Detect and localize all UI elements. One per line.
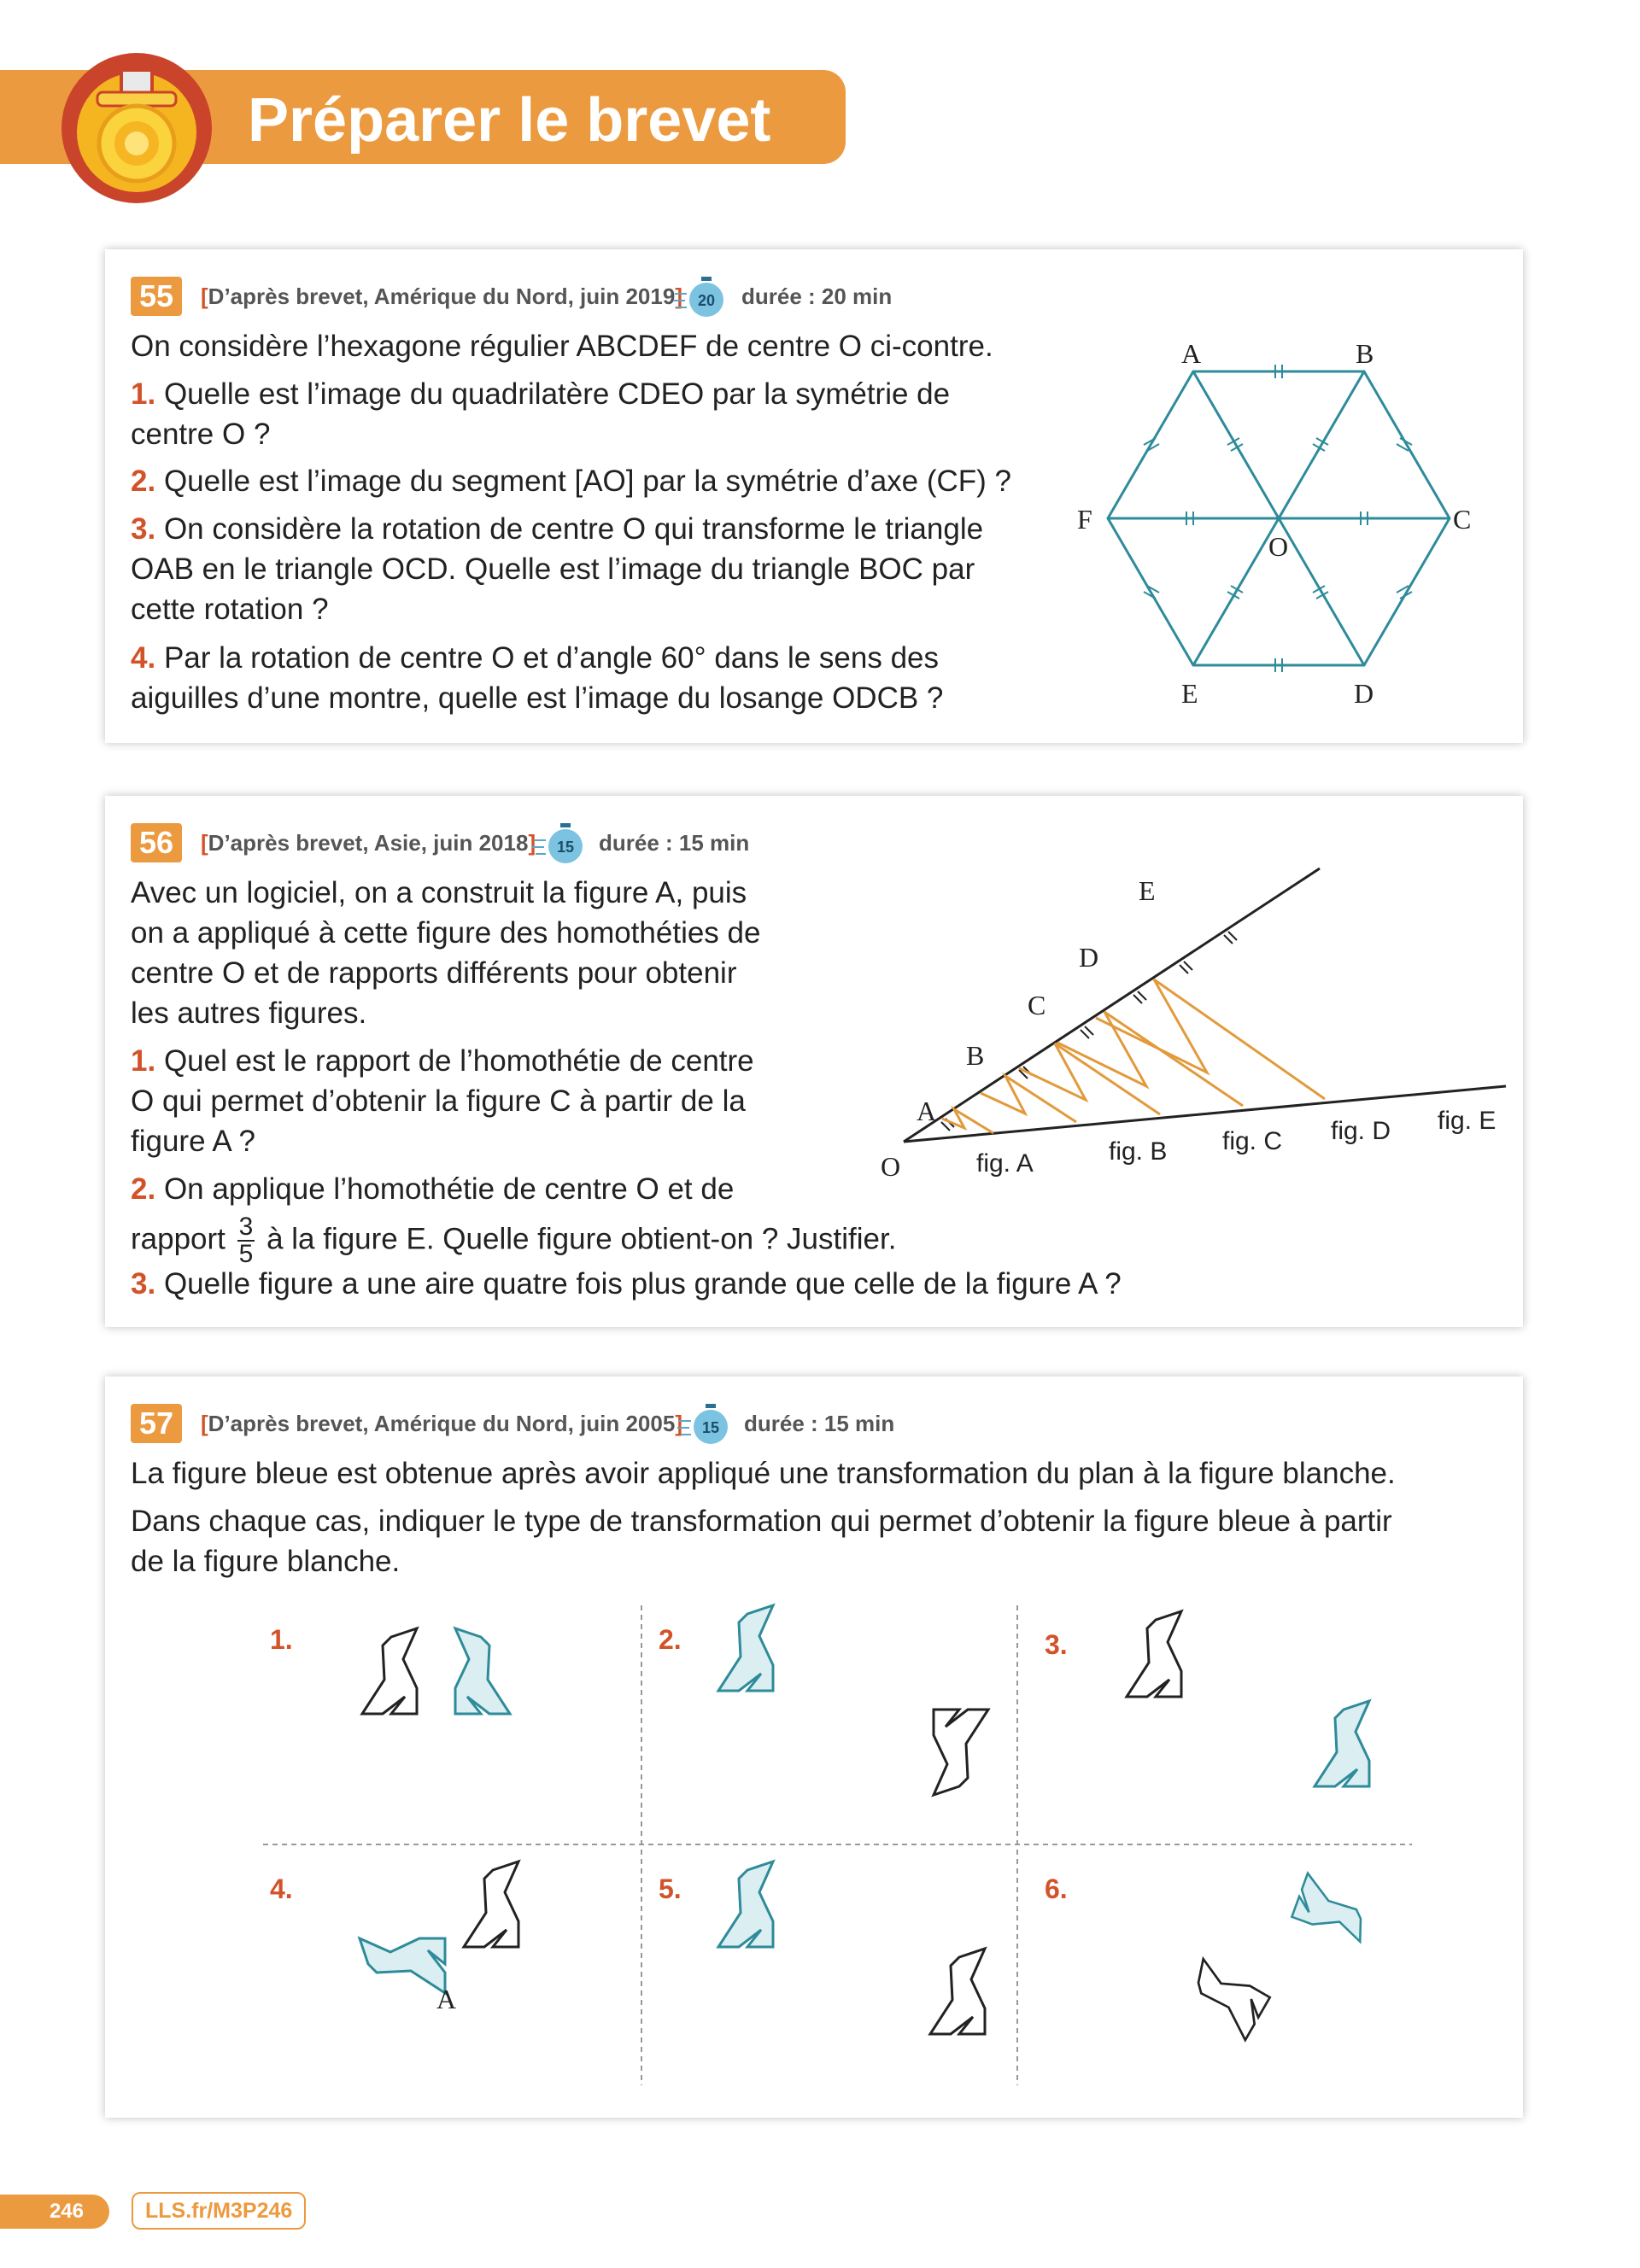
label-B: B <box>1356 338 1374 369</box>
question-3-cont: OAB en le triangle OCD. Quelle est l’image du triangle BOC par <box>131 552 975 586</box>
blue-figure-1 <box>455 1628 510 1714</box>
case-6-label: 6. <box>1045 1873 1068 1904</box>
question-1-cont2: figure A ? <box>131 1125 255 1158</box>
blue-figure-4 <box>360 1938 445 1993</box>
exercise-57-card <box>105 1377 1523 2118</box>
intro-line-4: les autres figures. <box>131 997 367 1030</box>
intro-line-3: centre O et de rapports différents pour obtenir <box>131 956 737 990</box>
page-title: Préparer le brevet <box>248 86 771 155</box>
exercise-duration: durée : 20 min <box>741 284 893 309</box>
intro-line-2: on a appliqué à cette figure des homothéties de <box>131 916 761 950</box>
question-1: 1. Quel est le rapport de l’homothétie de centre <box>131 1044 754 1078</box>
resource-link[interactable]: LLS.fr/M3P246 <box>132 2192 306 2230</box>
label-E: E <box>1181 678 1198 709</box>
point-O: O <box>881 1151 901 1182</box>
label-F: F <box>1077 504 1092 535</box>
label-D: D <box>1354 678 1374 709</box>
question-2: 2. Quelle est l’image du segment [AO] par la symétrie d’axe (CF) ? <box>131 465 1012 498</box>
case-1-label: 1. <box>270 1624 293 1655</box>
white-figure-5 <box>930 1949 985 2034</box>
medal-icon <box>60 51 214 205</box>
exercise-duration: durée : 15 min <box>599 830 750 856</box>
instruction-line-3: de la figure blanche. <box>131 1545 401 1578</box>
question-1-cont: O qui permet d’obtenir la figure C à partir de la <box>131 1084 746 1118</box>
question-3: 3. Quelle figure a une aire quatre fois plus grande que celle de la figure A ? <box>131 1267 1122 1301</box>
svg-text:15: 15 <box>556 839 575 856</box>
intro-text: On considère l’hexagone régulier ABCDEF de centre O ci-contre. <box>131 330 993 363</box>
exercise-56-card <box>105 796 1523 1327</box>
exercise-number: 56 <box>131 823 182 862</box>
exercise-number: 57 <box>131 1404 182 1443</box>
exercise-source: [D’après brevet, Amérique du Nord, juin 2019] <box>201 284 682 309</box>
label-A: A <box>1181 338 1202 369</box>
stopwatch-icon <box>532 821 585 866</box>
case-3-label: 3. <box>1045 1629 1068 1660</box>
white-figure-4 <box>464 1862 518 1947</box>
hexagon-figure <box>1077 338 1472 723</box>
point-E: E <box>1139 875 1156 906</box>
question-2-cont: rapport $\frac{3}{5}$ à la figure E. Quelle figure obtient-on ? Justifier. <box>131 1213 897 1268</box>
question-1-cont: centre O ? <box>131 418 271 451</box>
fig-label-E: fig. E <box>1438 1107 1496 1135</box>
transformation-grid <box>105 1377 1523 2118</box>
question-3-cont2: cette rotation ? <box>131 593 329 626</box>
blue-figure-6 <box>1292 1873 1375 1942</box>
blue-figure-5 <box>718 1862 773 1947</box>
question-1: 1. Quelle est l’image du quadrilatère CDEO par la symétrie de <box>131 377 951 411</box>
page-number: 246 <box>0 2195 109 2229</box>
intro-line-1: Avec un logiciel, on a construit la figure A, puis <box>131 876 747 909</box>
case-5-label: 5. <box>659 1873 682 1904</box>
point-C: C <box>1028 990 1046 1020</box>
svg-text:15: 15 <box>701 1419 720 1436</box>
fig-label-D: fig. D <box>1331 1117 1391 1145</box>
label-O: O <box>1268 531 1289 562</box>
blue-figure-2 <box>718 1605 773 1691</box>
question-4-cont: aiguilles d’une montre, quelle est l’image du losange ODCB ? <box>131 681 944 715</box>
case-4-label: 4. <box>270 1873 293 1904</box>
fig-label-C: fig. C <box>1222 1127 1283 1155</box>
point-B: B <box>966 1040 985 1071</box>
question-3: 3. On considère la rotation de centre O qui transforme le triangle <box>131 512 984 546</box>
point-A: A <box>917 1096 937 1126</box>
exercise-55-card <box>105 249 1523 743</box>
fig-label-A: fig. A <box>976 1149 1034 1178</box>
blue-figure-3 <box>1315 1701 1369 1786</box>
homothety-figure <box>857 839 1523 1180</box>
svg-text:20: 20 <box>697 292 716 309</box>
point-D: D <box>1079 942 1099 973</box>
fig-label-B: fig. B <box>1109 1137 1168 1166</box>
question-4: 4. Par la rotation de centre O et d’angle 60° dans le sens des <box>131 641 939 675</box>
label-C: C <box>1453 504 1472 535</box>
white-figure-3 <box>1127 1611 1181 1697</box>
white-figure-1 <box>362 1628 417 1714</box>
exercise-source: [D’après brevet, Asie, juin 2018] <box>201 830 536 856</box>
exercise-duration: durée : 15 min <box>744 1411 895 1436</box>
instruction-line-2: Dans chaque cas, indiquer le type de transformation qui permet d’obtenir la figure bleue à partir <box>131 1505 1392 1538</box>
case-2-label: 2. <box>659 1624 682 1655</box>
white-figure-2 <box>934 1710 988 1795</box>
instruction-line-1: La figure bleue est obtenue après avoir appliqué une transformation du plan à la figure blanche. <box>131 1457 1396 1490</box>
exercise-source: [D’après brevet, Amérique du Nord, juin 2005] <box>201 1411 682 1436</box>
question-2: 2. On applique l’homothétie de centre O et de <box>131 1172 735 1206</box>
white-figure-6 <box>1179 1959 1270 2040</box>
stopwatch-icon <box>673 275 726 319</box>
exercise-number: 55 <box>131 277 182 316</box>
point-A-label: A <box>436 1984 457 2014</box>
